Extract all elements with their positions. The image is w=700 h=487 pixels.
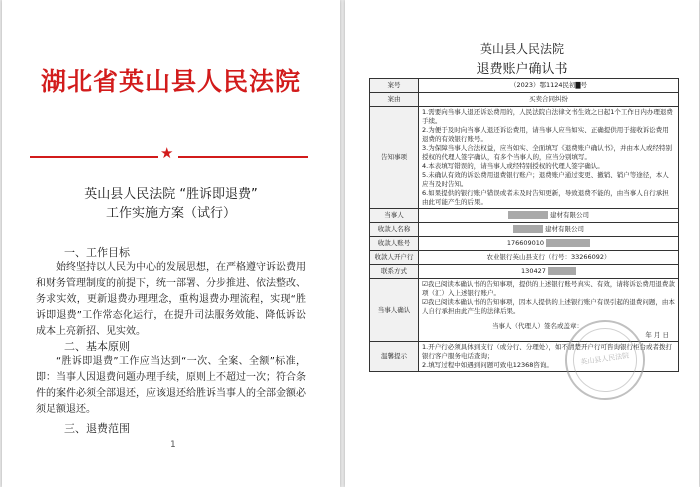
page-number: 1 — [170, 440, 176, 450]
case-cause-value: 买卖合同纠纷 — [419, 93, 679, 107]
form-heading-title: 退费账户确认书 — [476, 62, 568, 77]
refund-account-form — [369, 78, 679, 372]
party-value: 建材有限公司 — [550, 211, 590, 219]
party-value-cell — [419, 209, 679, 223]
case-number-value: （2023）鄂1124民初▇号 — [419, 79, 679, 93]
notice-item: 4.本表填写错误的，请当事人或经特别授权的代理人签字确认。 — [422, 162, 604, 170]
notice-item: 5.未确认有效的诉讼费用退费银行账户；退费账户通过变更、撤销、销户等途径，本人应当及时告知。 — [422, 171, 669, 188]
redaction-block — [508, 211, 548, 219]
section-body-principles: “胜诉即退费”工作应当达到“一次、全案、全额”标准，即：当事人因退费问题办理手续，原则上不超过一次；符合条件的案件必须全部退还，应该退还给胜诉当事人的全部金额必须足额退还。 — [36, 356, 306, 415]
seal-text: 英山县人民法院 — [580, 351, 630, 367]
party-confirmation-cell — [419, 279, 679, 342]
party-label: 当事人 — [370, 209, 419, 223]
section-body-goals: 始终坚持以人民为中心的发展思想，在严格遵守诉讼费用和财务管理制度的前提下，统一部署、分步推进、依法整改、务求实效，更新退费办理理念，重构退费办理流程，实现“胜诉即退费”工作常态化运行，在提升司法服务效能、降低诉讼成本上亮新招、见实效。 — [36, 262, 306, 337]
contact-value: 130427 — [521, 267, 546, 275]
bank-label: 收款人开户行 — [370, 251, 419, 265]
notice-item: 3.为保障当事人合法权益，应当如实、全面填写《退费账户确认书》，并由本人或经特别授权的代理人签字确认，有多个当事人的，应当分别填写。 — [422, 144, 672, 161]
contact-label: 联系方式 — [370, 265, 419, 279]
signature-date: 年 月 日 — [645, 331, 669, 339]
right-document-page — [345, 0, 699, 487]
redaction-block — [513, 225, 543, 233]
payee-name-value: 建材有限公司 — [545, 225, 585, 233]
notice-item: 1.需要向当事人退还诉讼费用的，人民法院自法律文书生效之日起1个工作日内办理退费手续。 — [422, 108, 673, 125]
signature-line: 当事人（代理人）签名或盖章： — [492, 322, 583, 330]
section-heading-scope: 三、退费范围 — [64, 422, 130, 435]
reminder-item: 1.开户行必须具体到支行（或分行、分理处），如不清楚开户行可咨询银行柜台或者拨打银行客户服务电话查询； — [422, 343, 672, 360]
notice-label: 告知事项 — [370, 107, 419, 209]
account-number-value: 176609010 — [506, 239, 545, 247]
account-number-label: 收款人账号 — [370, 237, 419, 251]
section-heading-principles: 二、基本原则 — [64, 340, 130, 353]
seal-inner-ring — [569, 324, 641, 396]
left-document-page — [2, 0, 340, 487]
account-number-cell — [419, 237, 679, 251]
reminder-item: 2.填写过程中如遇到问题可致电12368咨询。 — [422, 361, 553, 369]
bank-value: 农业银行英山县支行（行号：33266092） — [419, 251, 679, 265]
payee-name-label: 收款人名称 — [370, 223, 419, 237]
court-red-header: 湖北省英山县人民法院 — [40, 67, 301, 96]
contact-cell — [419, 265, 679, 279]
confirmation-item: ☑我已阅读本确认书的告知事项，因本人提供的上述银行账户有误引起的退费问题，由本人自行承担由此产生的法律后果。 — [422, 298, 675, 315]
notice-item: 2.为便于及时向当事人退还诉讼费用，请当事人应当如实、正确提供用于接收诉讼费用退费的有效银行账号。 — [422, 126, 669, 143]
redaction-block — [548, 267, 576, 275]
case-cause-label: 案由 — [370, 93, 419, 107]
notice-items — [419, 107, 679, 209]
document-title-line2: 工作实施方案（试行） — [105, 206, 236, 221]
red-star-icon: ★ — [160, 144, 174, 162]
confirmation-item: ☑我已阅读本确认书的告知事项，提供的上述银行账号真实、有效，请将诉讼费用退费款项（汇）入上述银行账户。 — [422, 280, 675, 297]
redaction-block — [546, 239, 590, 247]
section-heading-goals: 一、工作目标 — [64, 246, 130, 259]
case-number-label: 案号 — [370, 79, 419, 93]
form-heading-court: 英山县人民法院 — [479, 42, 564, 56]
red-divider-left — [30, 156, 158, 158]
notice-item: 6.如果提供的银行账户错误或者未及时告知更新，导致退费不能的，由当事人自行承担由此可能产生的后果。 — [422, 189, 669, 206]
party-confirmation-label: 当事人确认 — [370, 279, 419, 342]
payee-name-cell — [419, 223, 679, 237]
document-title-line1: 英山县人民法院 “胜诉即退费” — [84, 187, 258, 202]
red-divider-right — [178, 156, 308, 158]
reminder-label: 温馨提示 — [370, 342, 419, 372]
